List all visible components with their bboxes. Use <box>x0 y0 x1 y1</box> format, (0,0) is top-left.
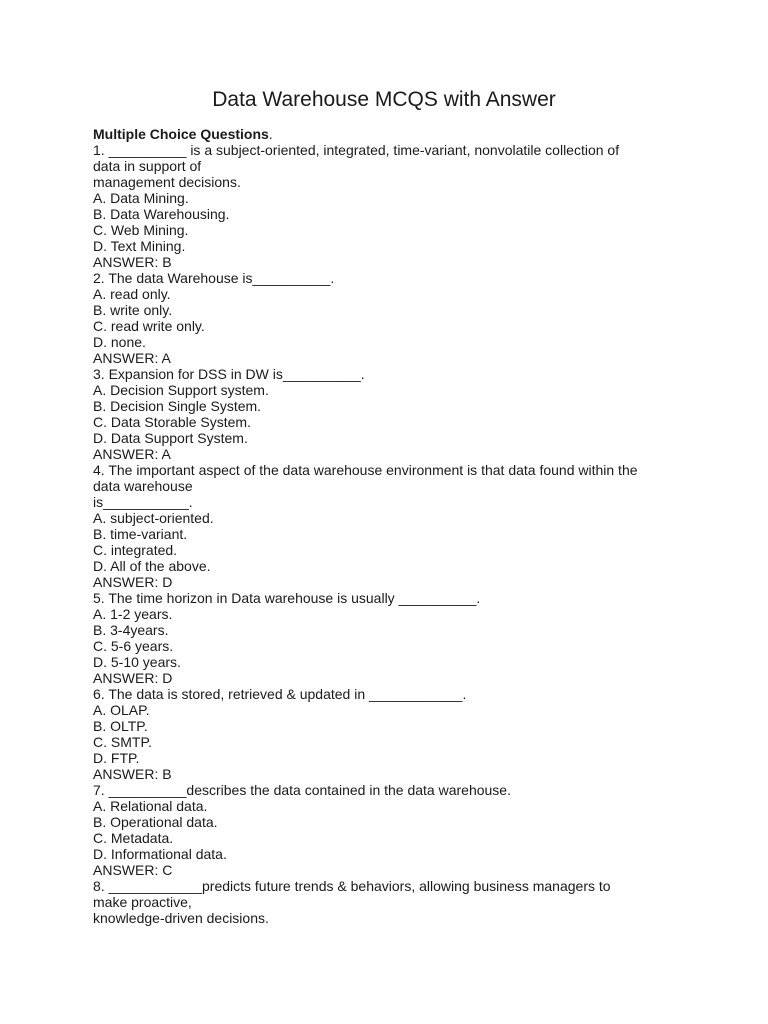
document-body <box>93 126 693 926</box>
text-line: 5. The time horizon in Data warehouse is usually __________. <box>93 590 481 606</box>
text-line: 6. The data is stored, retrieved & updated in ____________. <box>93 686 467 702</box>
text-line: knowledge-driven decisions. <box>93 910 269 926</box>
text-line: ANSWER: D <box>93 574 173 590</box>
text-line: C. SMTP. <box>93 734 152 750</box>
text-line: B. write only. <box>93 302 173 318</box>
text-line: 2. The data Warehouse is__________. <box>93 270 335 286</box>
text-line: ANSWER: B <box>93 766 172 782</box>
text-line: data warehouse <box>93 478 193 494</box>
text-line: ANSWER: A <box>93 446 171 462</box>
section-heading <box>93 126 693 142</box>
text-line: 3. Expansion for DSS in DW is__________. <box>93 366 365 382</box>
text-line: B. OLTP. <box>93 718 148 734</box>
text-line: D. none. <box>93 334 146 350</box>
text-line: A. 1-2 years. <box>93 606 173 622</box>
section-heading-punct: . <box>268 126 273 142</box>
text-line: D. Text Mining. <box>93 238 186 254</box>
text-line: B. Data Warehousing. <box>93 206 230 222</box>
question-list <box>93 142 693 926</box>
text-line: ANSWER: C <box>93 862 173 878</box>
text-line: D. FTP. <box>93 750 140 766</box>
text-line: 8. ____________predicts future trends & behaviors, allowing business managers to <box>93 878 611 894</box>
text-line: B. 3-4years. <box>93 622 169 638</box>
text-line: C. Metadata. <box>93 830 174 846</box>
text-line: A. subject-oriented. <box>93 510 214 526</box>
text-line: D. Data Support System. <box>93 430 248 446</box>
text-line: C. read write only. <box>93 318 205 334</box>
text-line: D. 5-10 years. <box>93 654 181 670</box>
text-line: 7. __________describes the data contained in the data warehouse. <box>93 782 511 798</box>
text-line: C. Data Storable System. <box>93 414 251 430</box>
text-line: 4. The important aspect of the data warehouse environment is that data found within the <box>93 462 638 478</box>
text-line: D. All of the above. <box>93 558 211 574</box>
section-heading-text: Multiple Choice Questions <box>93 126 269 142</box>
text-line: C. Web Mining. <box>93 222 189 238</box>
text-line: B. time-variant. <box>93 526 188 542</box>
text-line: C. integrated. <box>93 542 178 558</box>
text-line: A. OLAP. <box>93 702 150 718</box>
text-line: data in support of <box>93 158 202 174</box>
text-line: make proactive, <box>93 894 192 910</box>
text-line: ANSWER: A <box>93 350 171 366</box>
text-line: 1. __________ is a subject-oriented, integrated, time-variant, nonvolatile collection of <box>93 142 620 158</box>
text-line: A. Data Mining. <box>93 190 189 206</box>
text-line: A. read only. <box>93 286 171 302</box>
text-line: is___________. <box>93 494 193 510</box>
text-line: D. Informational data. <box>93 846 227 862</box>
text-line: C. 5-6 years. <box>93 638 174 654</box>
text-line: B. Operational data. <box>93 814 218 830</box>
document-title: Data Warehouse MCQS with Answer <box>212 88 556 111</box>
text-line: B. Decision Single System. <box>93 398 262 414</box>
text-line: ANSWER: D <box>93 670 173 686</box>
text-line: A. Decision Support system. <box>93 382 269 398</box>
text-line: ANSWER: B <box>93 254 172 270</box>
text-line: A. Relational data. <box>93 798 208 814</box>
text-line: management decisions. <box>93 174 241 190</box>
